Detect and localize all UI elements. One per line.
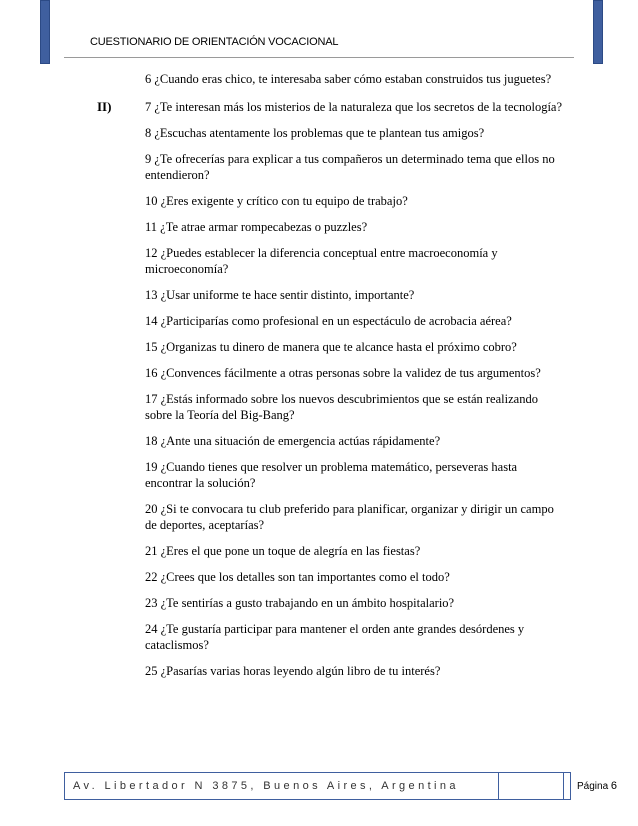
question-text: 9 ¿Te ofrecerías para explicar a tus compañeros un determinado tema que ellos no entendieron? <box>145 152 555 182</box>
question-text: 20 ¿Si te convocara tu club preferido para planificar, organizar y dirigir un campo de deportes, aceptarías? <box>145 502 554 532</box>
question-text: 22 ¿Crees que los detalles son tan importantes como el todo? <box>145 570 450 584</box>
question-item <box>145 459 565 491</box>
question-item <box>145 287 565 303</box>
question-text: 13 ¿Usar uniforme te hace sentir distinto, importante? <box>145 288 415 302</box>
question-text: 17 ¿Estás informado sobre los nuevos descubrimientos que se están realizando sobre la Teoría del Big-Bang? <box>145 392 538 422</box>
question-item <box>145 433 565 449</box>
page-footer <box>64 772 618 800</box>
question-text: 14 ¿Participarías como profesional en un espectáculo de acrobacia aérea? <box>145 314 512 328</box>
question-text: 16 ¿Convences fácilmente a otras personas sobre la validez de tus argumentos? <box>145 366 541 380</box>
question-text: 15 ¿Organizas tu dinero de manera que te alcance hasta el próximo cobro? <box>145 340 517 354</box>
question-item <box>145 391 565 423</box>
question-text: 25 ¿Pasarías varias horas leyendo algún libro de tu interés? <box>145 664 441 678</box>
footer-divider-box <box>498 772 564 800</box>
question-item <box>145 365 565 381</box>
question-item <box>145 71 565 87</box>
question-item <box>145 501 565 533</box>
header-left-bar <box>40 0 50 64</box>
question-text: 19 ¿Cuando tienes que resolver un problema matemático, perseveras hasta encontrar la solución? <box>145 460 518 490</box>
question-item <box>145 125 565 141</box>
question-item <box>145 663 565 679</box>
page-number <box>577 773 617 799</box>
question-text: 11 ¿Te atrae armar rompecabezas o puzzles? <box>145 220 368 234</box>
question-text: 23 ¿Te sentirías a gusto trabajando en un ámbito hospitalario? <box>145 596 455 610</box>
question-text: 24 ¿Te gustaría participar para mantener el orden ante grandes desórdenes y cataclismos? <box>145 622 525 652</box>
question-item <box>145 543 565 559</box>
question-item <box>145 569 565 585</box>
question-item <box>145 595 565 611</box>
question-text: 21 ¿Eres el que pone un toque de alegría en las fiestas? <box>145 544 421 558</box>
question-text: 10 ¿Eres exigente y crítico con tu equipo de trabajo? <box>145 194 408 208</box>
question-item <box>145 151 565 183</box>
question-item <box>145 219 565 235</box>
section-label: II) <box>97 99 112 114</box>
page-number-value: 6 <box>610 780 618 792</box>
page-header-title: CUESTIONARIO DE ORIENTACIÓN VOCACIONAL <box>90 36 339 48</box>
question-item <box>145 245 565 277</box>
question-text: 6 ¿Cuando eras chico, te interesaba saber cómo estaban construidos tus juguetes? <box>145 72 552 86</box>
question-text: 18 ¿Ante una situación de emergencia actúas rápidamente? <box>145 434 441 448</box>
question-text: 8 ¿Escuchas atentamente los problemas que te plantean tus amigos? <box>145 126 485 140</box>
header-right-bar <box>593 0 603 64</box>
questionnaire-body <box>0 71 638 689</box>
page-label: Página <box>577 781 609 792</box>
question-item <box>145 339 565 355</box>
question-item <box>97 99 565 115</box>
question-item <box>145 313 565 329</box>
question-item <box>145 193 565 209</box>
header-divider <box>64 57 574 58</box>
footer-address: Av. Libertador N 3875, Buenos Aires, Argentina <box>73 780 459 792</box>
question-text: 12 ¿Puedes establecer la diferencia conceptual entre macroeconomía y microeconomía? <box>145 246 498 276</box>
question-text: 7 ¿Te interesan más los misterios de la naturaleza que los secretos de la tecnología? <box>145 100 563 114</box>
question-item <box>145 621 565 653</box>
